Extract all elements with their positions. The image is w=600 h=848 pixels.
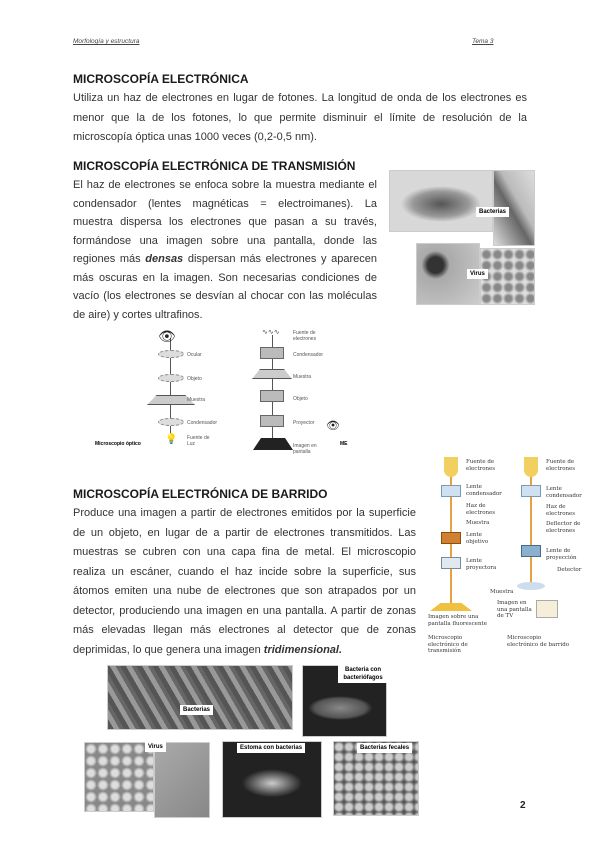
objective-lens <box>158 374 184 382</box>
label: Detector <box>557 567 582 573</box>
tv-screen <box>536 600 558 618</box>
label: Lente condensador <box>466 484 502 497</box>
electron-wave-icon: ∿∿∿ <box>262 329 280 336</box>
sem-sample <box>517 582 545 590</box>
sem-bacteria-label: Bacterias <box>180 705 213 715</box>
label: Fuente de electrones <box>466 459 496 472</box>
label: Fuente de Luz <box>187 435 210 447</box>
label: Lente de proyección <box>546 548 577 561</box>
label: Objeto <box>187 376 202 382</box>
screen <box>253 438 293 450</box>
ocular-lens <box>158 350 184 358</box>
label: Objeto <box>293 396 308 402</box>
label: Haz de electrones <box>546 504 576 517</box>
label: Condensador <box>187 420 218 426</box>
condenser-lens <box>441 485 461 497</box>
diagram-caption: ME <box>340 441 348 447</box>
label: Lente objetivo <box>466 532 489 545</box>
label: Lente condensador <box>546 486 582 499</box>
header-right: Tema 3 <box>472 38 494 45</box>
objective-coil <box>260 390 284 402</box>
sem-virus-photo-2 <box>154 742 210 818</box>
sem-phage-label: Bacteria con bacteriófagos <box>338 665 388 683</box>
sample-stage <box>252 369 292 379</box>
fluorescent-screen <box>430 603 472 611</box>
tem-virus-label: Virus <box>467 269 488 279</box>
section-title-sem: MICROSCOPÍA ELECTRÓNICA DE BARRIDO <box>73 487 328 501</box>
label: Ocular <box>187 352 202 358</box>
label: Fuente de electrones <box>546 459 576 472</box>
label: Proyector <box>293 420 315 426</box>
page-number: 2 <box>520 800 526 811</box>
label: Muestra <box>293 374 312 380</box>
projector-lens <box>441 557 461 569</box>
projection-lens <box>521 545 541 557</box>
sem-bacteria-photo <box>107 665 293 730</box>
tem-bacteria-photo-1 <box>389 170 493 232</box>
label: Imagen sobre una pantalla fluorescente <box>428 614 487 627</box>
label: Haz de electrones <box>466 503 496 516</box>
diagram-caption: Microscopio óptico <box>95 441 141 447</box>
projector-coil <box>260 415 284 427</box>
label: Lente proyectora <box>466 558 497 571</box>
light-bulb-icon: 💡 <box>165 434 178 445</box>
section-text-em: Utiliza un haz de electrones en lugar de fotones. La longitud de onda de los electrones es menor que la de los fotones, lo que permite disminuir el límite de resolución de la microscopía óptica unas 1000 veces (0,2-0,5 nm). <box>73 92 527 143</box>
label: Imagen en pantalla <box>293 443 317 455</box>
text: dispersan más electrones y aparecen más oscuras en la imagen. Son necesarias condiciones de vacío (los electrones se desvían al chocar con las moléculas de aire) y cortes ultrafinos. <box>73 253 377 321</box>
diagram-caption: Microscopio electrónico de transmisión <box>428 635 468 654</box>
emphasis: tridimensional. <box>263 643 343 656</box>
label: Muestra <box>466 520 490 526</box>
text: Produce una imagen a partir de electrones emitidos por la superficie de un objeto, en lugar de a partir de electrones transmitidos. Las muestras se cubren con una capa fina de metal. El microscopio realiza un escáner, cuando el haz incide sobre la superficie, sus átomos emiten una nube de electrones que son atrapados por un detector, produciendo una imagen en una pantalla. A partir de zonas más elevadas llegan más electrones al detector que de zonas deprimidas, lo que genera una imagen <box>73 507 416 656</box>
sem-virus-photo-1 <box>84 742 154 812</box>
condenser-lens <box>158 418 184 426</box>
sem-stoma-label: Estoma con bacterias <box>237 743 305 753</box>
sem-fecal-label: Bacterias fecales <box>357 743 412 753</box>
text: El haz de electrones se enfoca sobre la muestra mediante el condensador (lentes magnéticas = electroimanes). La muestra dispersa los electrones que pasan a su través, formándose una imagen sobre una pantalla, donde las regiones más <box>73 179 377 265</box>
section-text-tem <box>73 176 377 324</box>
section-title-em: MICROSCOPÍA ELECTRÓNICA <box>73 72 249 86</box>
eye-icon: 👁 <box>158 328 176 344</box>
label: Fuente de electrones <box>293 330 317 342</box>
sem-virus-label: Virus <box>145 742 166 752</box>
electron-source <box>444 457 458 477</box>
tem-bacteria-label: Bacterias <box>476 207 509 217</box>
section-text-sem <box>73 504 416 660</box>
emphasis: densas <box>145 253 184 265</box>
label: Deflector de electrones <box>546 521 581 534</box>
tem-virus-photo-2 <box>480 248 535 305</box>
header-left: Morfología y estructura <box>73 38 140 45</box>
electron-source <box>524 457 538 477</box>
diagram-caption: Microscopio electrónico de barrido <box>507 635 570 648</box>
eye-icon: 👁 <box>326 420 340 432</box>
label: Condensador <box>293 352 324 358</box>
label: Muestra <box>187 397 206 403</box>
condenser-lens <box>521 485 541 497</box>
condenser-coil <box>260 347 284 359</box>
label: Imagen en una pantalla de TV <box>497 600 532 619</box>
objective-lens <box>441 532 461 544</box>
label: Muestra <box>490 589 514 595</box>
section-title-tem: MICROSCOPÍA ELECTRÓNICA DE TRANSMISIÓN <box>73 159 356 173</box>
